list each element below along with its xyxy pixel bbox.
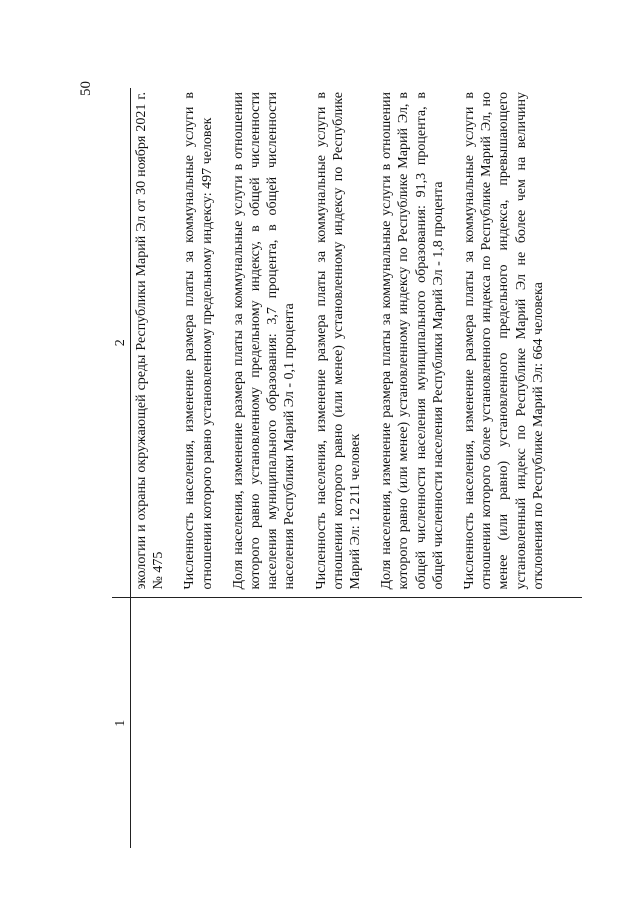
column-header-1: 1 <box>112 598 131 848</box>
paragraph-population-equal-limit: Численность населения, изменение размера платы за коммунальные услуги в отношении которого равно установленному предельному индексу: 497 человек <box>182 92 215 590</box>
table-header-row <box>112 88 131 848</box>
data-table <box>112 88 582 848</box>
rotated-table-container <box>112 88 582 848</box>
paragraph-list <box>131 88 547 598</box>
column-1-cell <box>131 598 583 848</box>
paragraph-population-below-index: Численность населения, изменение размера платы за коммунальные услуги в отношении которого равно (или менее) установленному индексу по Республике Марий Эл: 12 211 человек <box>313 92 364 590</box>
paragraph-population-above-index: Численность населения, изменение размера платы за коммунальные услуги в отношении которого более установленного индекса по Республике Марий Эл, но менее (или равно) установленного предельного индекса, превышающего установленный индекс по Республике Марий Эл не более чем на величину отклонения по Республике Марий Эл: 664 человека <box>462 92 546 590</box>
table-row <box>131 88 583 848</box>
paragraph-decree-reference: экологии и охраны окружающей среды Республики Марий Эл от 30 ноября 2021 г. № 475 <box>134 92 167 590</box>
column-header-2: 2 <box>112 88 131 598</box>
paragraph-share-below-index: Доля населения, изменение размера платы за коммунальные услуги в отношении которого равно (или менее) установленному индексу по Республике Марий Эл, в общей численности населения муниципального образования: 91,3 процента, в общей численности населения Республики Марий Эл - 1,8 процента <box>379 92 446 590</box>
page-number: 50 <box>78 81 94 96</box>
paragraph-share-equal-limit: Доля населения, изменение размера платы за коммунальные услуги в отношении которого равно установленному предельному индексу, в общей численности населения муниципального образования: 3,7 процента, в общей численности населения Республики Марий Эл - 0,1 процента <box>230 92 298 590</box>
column-2-cell <box>131 88 583 598</box>
